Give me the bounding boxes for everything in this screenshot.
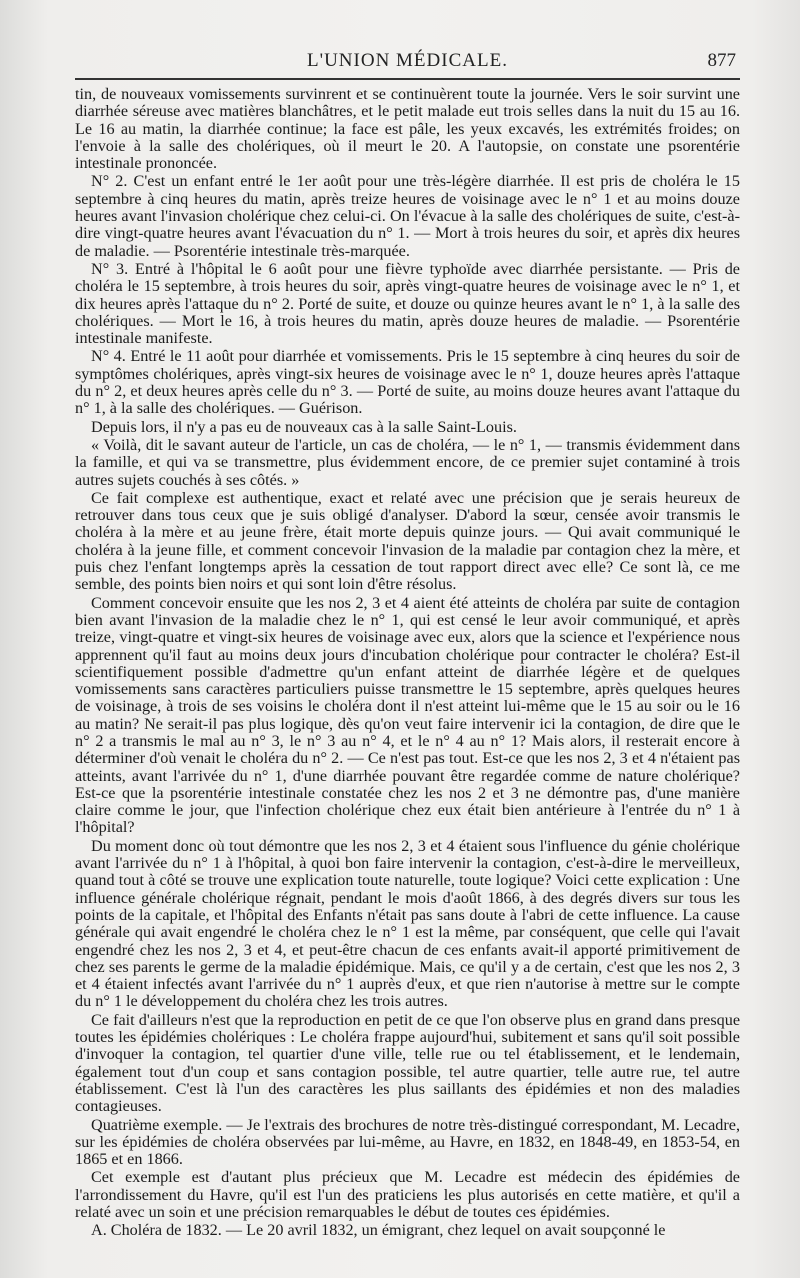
running-title: L'UNION MÉDICALE. — [307, 50, 508, 71]
paragraph: A. Choléra de 1832. — Le 20 avril 1832, un émigrant, chez lequel on avait soupçonné le — [91, 1221, 666, 1240]
paragraph: Ce fait d'ailleurs n'est que la reproduction en petit de ce que l'on observe plus en grand dans presque toutes les épidémies cholériques : Le choléra frappe aujourd'hui, subitement et sans qu'il soit possible d'invoquer la contagion, tel quartier d'une ville, telle rue ou tel établissement, et le lendemain, également tout d'un coup et sans contagion possible, tel autre quartier, telle autre rue, tel autre établissement. C'est là l'un des caractères les plus saillants des épidémies et non des maladies contagieuses. — [75, 1010, 740, 1116]
header-rule — [75, 78, 740, 80]
page-number: 877 — [707, 50, 736, 71]
body-text — [75, 86, 740, 1241]
paragraph: N° 3. Entré à l'hôpital le 6 août pour une fièvre typhoïde avec diarrhée persistante. — Pris de choléra le 15 septembre, à trois heures du soir, après vingt-quatre heures de voisinage avec le n° 1, et dix heures après l'attaque du n° 2. Porté de suite, et douze ou quinze heures avant le n° 1, à la salle des cholériques. — Mort le 16, à trois heures du matin, après douze heures de maladie. — Psorentérie intestinale manifeste. — [75, 259, 740, 348]
page-header — [75, 44, 740, 76]
paragraph: Du moment donc où tout démontre que les nos 2, 3 et 4 étaient sous l'influence du génie cholérique avant l'arrivée du n° 1 à l'hôpital, à quoi bon faire intervenir la contagion, c'est-à-dire le merveilleux, quand tout à côté se trouve une explication toute naturelle, toute logique? Voici cette explication : Une influence générale cholérique régnait, pendant le mois d'août 1866, à des degrés divers sur tous les points de la capitale, et l'hôpital des Enfants n'était pas sans doute à l'abri de cette influence. La cause générale qui avait engendré le choléra chez le n° 1 est la même, par conséquent, que celle qui l'avait engendré chez les nos 2, 3 et 4, et peut-être chacun de ces enfants avait-il apporté primitivement de chez ses parents le germe de la maladie épidémique. Mais, ce qu'il y a de certain, c'est que les nos 2, 3 et 4 étaient infectés avant l'arrivée du n° 1 auprès d'eux, et que rien n'autorise à mettre sur le compte du n° 1 le développement du choléra chez les trois autres. — [75, 836, 740, 1011]
paragraph: N° 2. C'est un enfant entré le 1er août pour une très-légère diarrhée. Il est pris de choléra le 15 septembre à cinq heures du matin, après treize heures de voisinage avec le n° 1 et au moins douze heures avant l'invasion cholérique chez celui-ci. On l'évacue à la salle des cholériques de suite, c'est-à-dire vingt-quatre heures avant l'évacuation du n° 1. — Mort à trois heures du soir, et après dix heures de maladie. — Psorentérie intestinale très-marquée. — [75, 172, 740, 260]
paragraph: Depuis lors, il n'y a pas eu de nouveaux cas à la salle Saint-Louis. — [91, 417, 517, 436]
paragraph: Quatrième exemple. — Je l'extrais des brochures de notre très-distingué correspondant, M. Lecadre, sur les épidémies de choléra observées par lui-même, au Havre, en 1832, en 1848-49, en 1853-54, en 1865 et en 1866. — [75, 1115, 740, 1169]
paragraph: « Voilà, dit le savant auteur de l'article, un cas de choléra, — le n° 1, — transmis évidemment dans la famille, et qui va se transmettre, plus évidemment encore, de ce premier sujet contaminé à trois autres sujets couchés à ses côtés. » — [75, 435, 740, 489]
paragraph: Cet exemple est d'autant plus précieux que M. Lecadre est médecin des épidémies de l'arrondissement du Havre, qu'il est l'un des praticiens les plus autorisés en cette matière, et qu'il a relaté avec un soin et une précision remarquables le début de toutes ces épidémies. — [75, 1168, 740, 1221]
paragraph: Ce fait complexe est authentique, exact et relaté avec une précision que je serais heureux de retrouver dans tous ceux que je suis obligé d'analyser. D'abord la sœur, censée avoir transmis le choléra à la mère et au jeune frère, était morte depuis quinze jours. — Qui avait communiqué le choléra à la jeune fille, et comment concevoir l'invasion de la maladie par contagion chez la mère, et puis chez l'enfant longtemps après la cessation de tout rapport direct avec elle? Ce sont là, ce me semble, des points bien noirs et qui sont loin d'être résolus. — [75, 488, 740, 594]
paragraph: N° 4. Entré le 11 août pour diarrhée et vomissements. Pris le 15 septembre à cinq heures du soir de symptômes cholériques, après vingt-six heures de voisinage avec le n° 1, douze heures après l'attaque du n° 2, et deux heures après celle du n° 3. — Porté de suite, au moins douze heures avant l'attaque du n° 1, à la salle des cholériques. — Guérison. — [75, 347, 740, 418]
paragraph: tin, de nouveaux vomissements survinrent et se continuèrent toute la journée. Vers le soir survint une diarrhée séreuse avec matières blanchâtres, et le petit malade eut trois selles dans la nuit du 15 au 16. Le 16 au matin, la diarrhée continue; la face est pâle, les yeux excavés, les extrémités froides; on l'envoie à la salle des cholériques, où il meurt le 20. A l'autopsie, on constate une psorentérie intestinale prononcée. — [75, 85, 740, 173]
paragraph: Comment concevoir ensuite que les nos 2, 3 et 4 aient été atteints de choléra par suite de contagion bien avant l'invasion de la maladie chez le n° 1, qui est censé le leur avoir communiqué, et après treize, vingt-quatre et vingt-six heures de voisinage avec eux, alors que la science et l'expérience nous apprennent qu'il faut au moins deux jours d'incubation cholérique pour contracter le choléra? Est-il scientifiquement possible d'admettre qu'un enfant atteint de diarrhée légère et de quelques vomissements sans caractères particuliers puisse transmettre le 15 septembre, après quelques heures de voisinage, à trois de ses voisins le choléra dont il n'est atteint lui-même que le 15 au soir ou le 16 au matin? Ne serait-il pas plus logique, dès qu'on veut faire intervenir ici la contagion, de dire que le n° 2 a transmis le mal au n° 3, le n° 3 au n° 4, et le n° 4 au n° 1? Mais alors, il resterait encore à déterminer d'où venait le choléra du n° 2. — Ce n'est pas tout. Est-ce que les nos 2, 3 et 4 n'étaient pas atteints, avant l'arrivée du n° 1, d'une diarrhée pouvant être regardée comme de nature cholérique? Est-ce que la psorentérie intestinale constatée chez les nos 2 et 3 ne démontre pas, d'une manière claire comme le jour, que l'infection cholérique chez eux était bien antérieure à l'entrée du n° 1 à l'hôpital? — [75, 593, 740, 837]
